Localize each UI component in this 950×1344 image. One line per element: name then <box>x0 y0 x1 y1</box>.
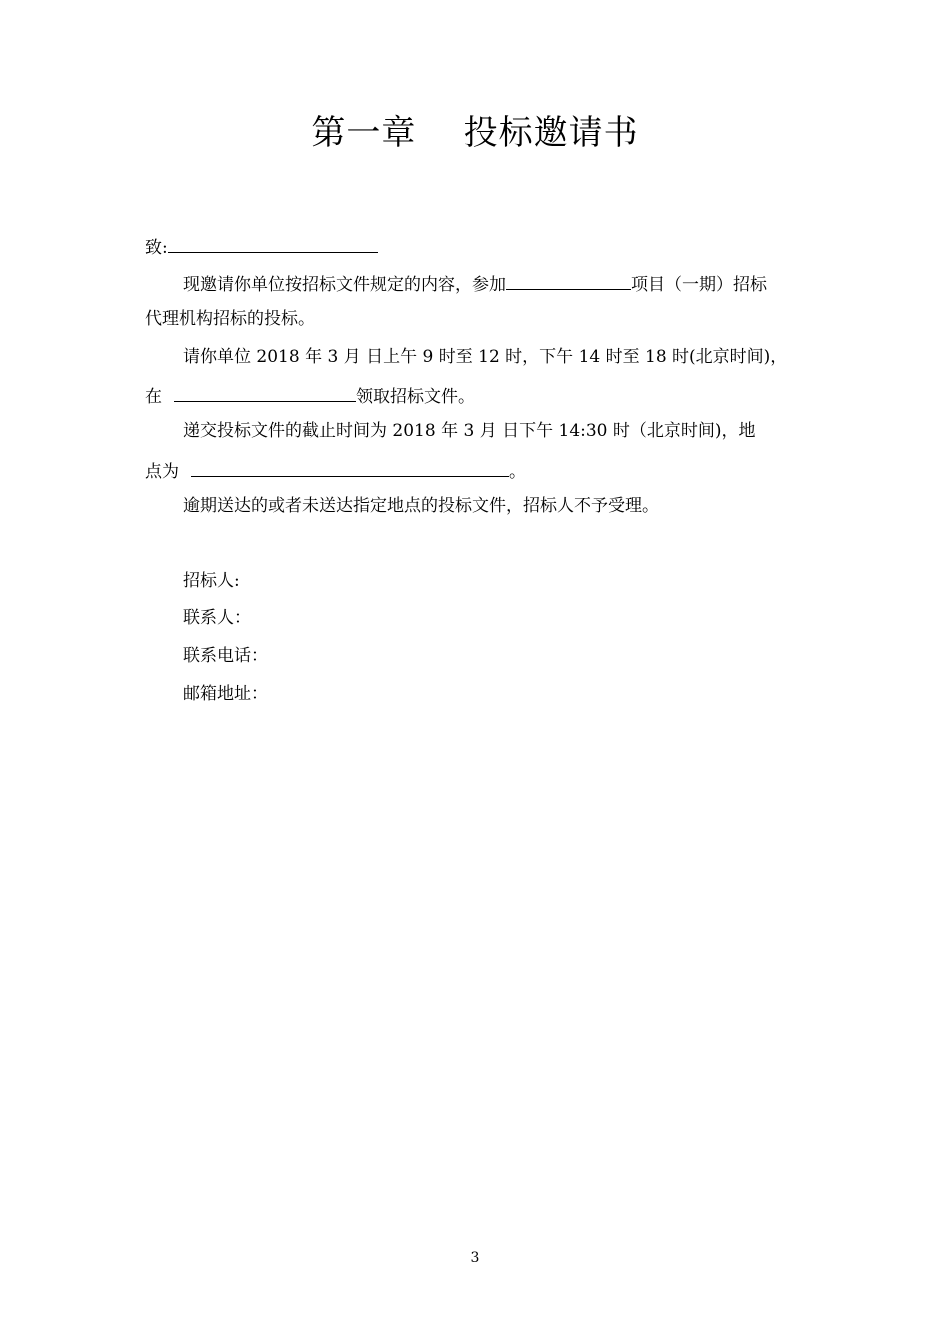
project-name-blank <box>506 271 631 290</box>
submission-location-blank <box>191 458 509 477</box>
page-title: 第一章 投标邀请书 <box>311 113 639 153</box>
paragraph-1-line-1 <box>183 271 767 296</box>
page-number: 3 <box>470 1250 480 1266</box>
paragraph-3-line-2 <box>145 458 526 483</box>
email-label: 邮箱地址： <box>183 684 268 704</box>
to-label: 致: <box>145 238 168 258</box>
p3-text-c: 。 <box>509 462 526 482</box>
to-line <box>145 234 378 259</box>
p1-text-a: 现邀请你单位按招标文件规定的内容，参加 <box>183 275 506 295</box>
tenderer-label: 招标人: <box>183 571 240 591</box>
pickup-location-blank <box>174 383 356 402</box>
paragraph-2-line-2 <box>145 383 475 408</box>
paragraph-4: 逾期送达的或者未送达指定地点的投标文件，招标人不予受理。 <box>183 496 659 516</box>
paragraph-1-line-2: 代理机构招标的投标。 <box>145 309 315 329</box>
p2-text-b: 在 <box>145 387 162 407</box>
p1-text-b: 项目（一期）招标 <box>631 275 767 295</box>
p2-text-c: 领取招标文件。 <box>356 387 475 407</box>
paragraph-2-line-1: 请你单位 2018 年 3 月 日上午 9 时至 12 时，下午 14 时至 18 时(北京时间)， <box>183 347 788 367</box>
phone-label: 联系电话： <box>183 646 268 666</box>
p3-text-b: 点为 <box>145 462 179 482</box>
paragraph-3-line-1: 递交投标文件的截止时间为 2018 年 3 月 日下午 14:30 时（北京时间)，地 <box>183 421 756 441</box>
recipient-blank <box>168 234 378 253</box>
contact-person-label: 联系人： <box>183 608 251 628</box>
